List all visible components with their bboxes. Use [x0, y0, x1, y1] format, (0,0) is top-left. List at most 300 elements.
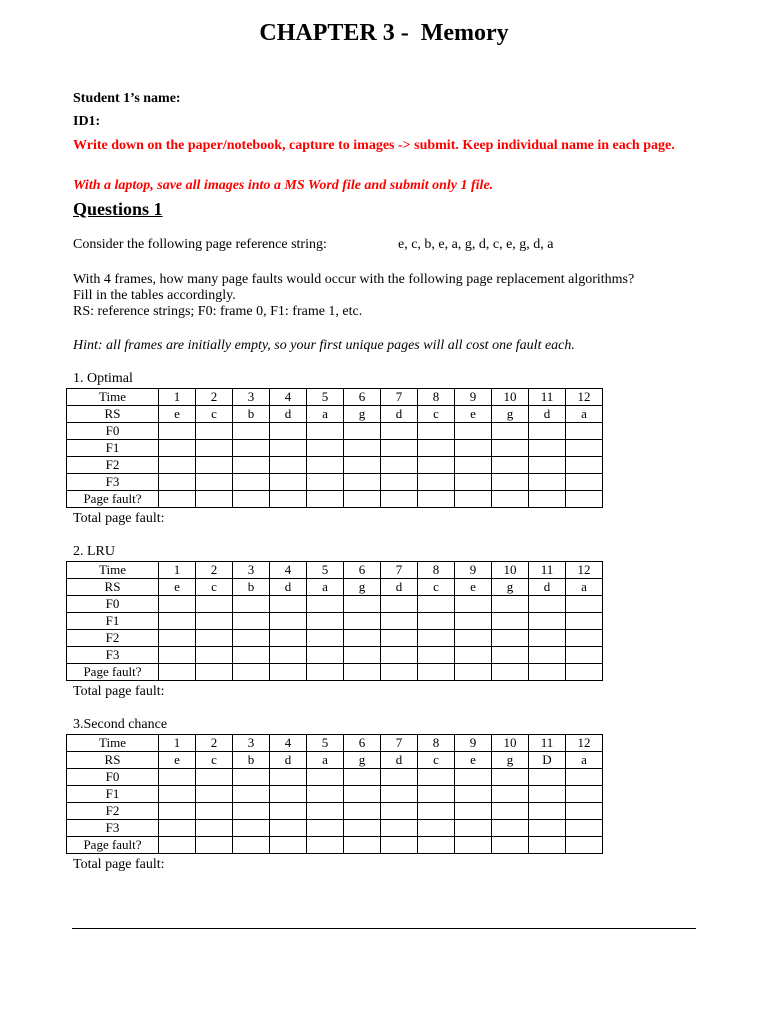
f3-cell[interactable]: [529, 820, 566, 837]
f0-cell[interactable]: [492, 769, 529, 786]
f2-cell[interactable]: [270, 803, 307, 820]
f3-cell[interactable]: [196, 820, 233, 837]
f1-cell[interactable]: [344, 613, 381, 630]
fault-cell[interactable]: [529, 837, 566, 854]
table-title-optimal: 1. Optimal: [73, 371, 133, 386]
time-cell: 12: [566, 735, 603, 752]
f2-cell[interactable]: [455, 457, 492, 474]
rs-cell: a: [566, 406, 603, 423]
f2-cell[interactable]: [344, 630, 381, 647]
time-cell: 1: [159, 562, 196, 579]
f1-cell[interactable]: [529, 613, 566, 630]
rs-cell: a: [566, 752, 603, 769]
fault-cell[interactable]: [529, 491, 566, 508]
rs-cell: D: [529, 752, 566, 769]
f3-cell[interactable]: [529, 474, 566, 491]
rs-cell: g: [344, 579, 381, 596]
f1-row: [67, 786, 603, 803]
time-cell: 7: [381, 735, 418, 752]
rs-cell: e: [159, 406, 196, 423]
time-cell: 9: [455, 389, 492, 406]
f2-label: F2: [67, 630, 159, 647]
fault-cell[interactable]: [159, 491, 196, 508]
f1-cell[interactable]: [418, 440, 455, 457]
f3-cell[interactable]: [455, 474, 492, 491]
fault-row: [67, 664, 603, 681]
lru-table: [66, 561, 603, 681]
rs-cell: a: [307, 752, 344, 769]
f1-cell[interactable]: [566, 786, 603, 803]
rs-cell: e: [159, 579, 196, 596]
fault-cell[interactable]: [344, 837, 381, 854]
f2-cell[interactable]: [455, 630, 492, 647]
fault-cell[interactable]: [270, 491, 307, 508]
f3-cell[interactable]: [344, 820, 381, 837]
total-fault-lru: Total page fault:: [73, 684, 165, 699]
f3-cell[interactable]: [529, 647, 566, 664]
f0-row: [67, 596, 603, 613]
f0-cell[interactable]: [344, 423, 381, 440]
f0-cell[interactable]: [307, 769, 344, 786]
reference-string: e, c, b, e, a, g, d, c, e, g, d, a: [398, 237, 554, 252]
f2-row: [67, 803, 603, 820]
time-cell: 10: [492, 562, 529, 579]
f2-cell[interactable]: [492, 630, 529, 647]
f0-cell[interactable]: [418, 596, 455, 613]
f3-cell[interactable]: [196, 474, 233, 491]
fault-cell[interactable]: [270, 837, 307, 854]
instruction-laptop: With a laptop, save all images into a MS Word file and submit only 1 file.: [73, 178, 494, 193]
f0-row: [67, 769, 603, 786]
fault-cell[interactable]: [270, 664, 307, 681]
rs-cell: b: [233, 579, 270, 596]
f3-cell[interactable]: [566, 820, 603, 837]
f1-cell[interactable]: [233, 613, 270, 630]
time-label: Time: [67, 389, 159, 406]
f0-cell[interactable]: [492, 596, 529, 613]
f3-cell[interactable]: [344, 647, 381, 664]
prompt-line-1: With 4 frames, how many page faults would occur with the following page replacement algorithms?: [73, 272, 635, 287]
f3-label: F3: [67, 647, 159, 664]
f0-cell[interactable]: [270, 423, 307, 440]
time-row: [67, 562, 603, 579]
f1-label: F1: [67, 786, 159, 803]
f1-cell[interactable]: [455, 786, 492, 803]
f3-cell[interactable]: [233, 647, 270, 664]
rs-cell: c: [196, 579, 233, 596]
f0-cell[interactable]: [307, 596, 344, 613]
bottom-divider: [72, 928, 696, 929]
fault-cell[interactable]: [566, 491, 603, 508]
f2-cell[interactable]: [492, 803, 529, 820]
rs-cell: c: [418, 579, 455, 596]
prompt-line-2: Fill in the tables accordingly.: [73, 288, 236, 303]
f1-cell[interactable]: [455, 613, 492, 630]
fault-cell[interactable]: [455, 837, 492, 854]
f3-cell[interactable]: [381, 647, 418, 664]
rs-cell: c: [196, 752, 233, 769]
fault-cell[interactable]: [381, 664, 418, 681]
f1-cell[interactable]: [344, 440, 381, 457]
f3-cell[interactable]: [344, 474, 381, 491]
time-cell: 5: [307, 389, 344, 406]
f2-cell[interactable]: [307, 803, 344, 820]
f3-cell[interactable]: [566, 474, 603, 491]
f0-cell[interactable]: [566, 769, 603, 786]
f3-label: F3: [67, 474, 159, 491]
f1-cell[interactable]: [307, 786, 344, 803]
f2-cell[interactable]: [529, 457, 566, 474]
f0-cell[interactable]: [233, 423, 270, 440]
f3-cell[interactable]: [270, 647, 307, 664]
f2-cell[interactable]: [307, 630, 344, 647]
f2-cell[interactable]: [196, 803, 233, 820]
time-cell: 9: [455, 562, 492, 579]
f3-cell[interactable]: [418, 647, 455, 664]
f3-cell[interactable]: [159, 647, 196, 664]
f2-cell[interactable]: [270, 457, 307, 474]
f1-cell[interactable]: [307, 440, 344, 457]
fault-cell[interactable]: [566, 837, 603, 854]
f3-row: [67, 647, 603, 664]
rs-cell: g: [492, 406, 529, 423]
f1-cell[interactable]: [159, 613, 196, 630]
f0-cell[interactable]: [455, 769, 492, 786]
rs-cell: d: [270, 752, 307, 769]
hint-text: Hint: all frames are initially empty, so your first unique pages will all cost one fault each.: [73, 338, 575, 353]
f3-cell[interactable]: [196, 647, 233, 664]
fault-cell[interactable]: [566, 664, 603, 681]
fault-cell[interactable]: [233, 491, 270, 508]
f0-cell[interactable]: [270, 769, 307, 786]
f3-row: [67, 820, 603, 837]
f0-cell[interactable]: [529, 769, 566, 786]
rs-cell: c: [418, 752, 455, 769]
f2-cell[interactable]: [344, 457, 381, 474]
time-cell: 10: [492, 735, 529, 752]
f2-cell[interactable]: [455, 803, 492, 820]
rs-cell: d: [270, 579, 307, 596]
f2-cell[interactable]: [418, 630, 455, 647]
f0-cell[interactable]: [418, 769, 455, 786]
f2-row: [67, 630, 603, 647]
fault-cell[interactable]: [381, 491, 418, 508]
f1-label: F1: [67, 440, 159, 457]
rs-row: [67, 752, 603, 769]
f0-cell[interactable]: [492, 423, 529, 440]
fault-label: Page fault?: [67, 837, 159, 854]
time-cell: 7: [381, 389, 418, 406]
f3-cell[interactable]: [307, 647, 344, 664]
f2-cell[interactable]: [381, 803, 418, 820]
f3-cell[interactable]: [270, 474, 307, 491]
fault-cell[interactable]: [418, 837, 455, 854]
f2-cell[interactable]: [233, 457, 270, 474]
rs-cell: g: [344, 752, 381, 769]
f0-cell[interactable]: [270, 596, 307, 613]
f1-cell[interactable]: [159, 786, 196, 803]
f1-cell[interactable]: [418, 786, 455, 803]
f1-cell[interactable]: [492, 786, 529, 803]
optimal-table: [66, 388, 603, 508]
f0-row: [67, 423, 603, 440]
f2-cell[interactable]: [196, 630, 233, 647]
table-title-second-chance: 3.Second chance: [73, 717, 168, 732]
f1-cell[interactable]: [270, 440, 307, 457]
rs-cell: c: [196, 406, 233, 423]
time-cell: 10: [492, 389, 529, 406]
time-cell: 11: [529, 735, 566, 752]
f0-cell[interactable]: [566, 596, 603, 613]
time-cell: 4: [270, 735, 307, 752]
f3-cell[interactable]: [159, 820, 196, 837]
f2-cell[interactable]: [159, 457, 196, 474]
rs-cell: a: [307, 406, 344, 423]
f1-cell[interactable]: [492, 613, 529, 630]
rs-cell: b: [233, 752, 270, 769]
fault-row: [67, 837, 603, 854]
fault-cell[interactable]: [233, 837, 270, 854]
f1-cell[interactable]: [196, 613, 233, 630]
rs-cell: d: [381, 752, 418, 769]
fault-cell[interactable]: [344, 491, 381, 508]
question-heading: Questions 1: [73, 199, 163, 219]
time-cell: 5: [307, 735, 344, 752]
f3-cell[interactable]: [492, 820, 529, 837]
fault-cell[interactable]: [307, 491, 344, 508]
page-title: CHAPTER 3 - Memory: [259, 20, 509, 46]
f3-cell[interactable]: [307, 474, 344, 491]
f1-cell[interactable]: [233, 440, 270, 457]
f2-cell[interactable]: [196, 457, 233, 474]
rs-label: RS: [67, 579, 159, 596]
f0-cell[interactable]: [196, 769, 233, 786]
f0-cell[interactable]: [418, 423, 455, 440]
f3-cell[interactable]: [270, 820, 307, 837]
fault-cell[interactable]: [455, 664, 492, 681]
f1-cell[interactable]: [270, 613, 307, 630]
fault-cell[interactable]: [492, 837, 529, 854]
f1-cell[interactable]: [344, 786, 381, 803]
fault-cell[interactable]: [344, 664, 381, 681]
f1-cell[interactable]: [455, 440, 492, 457]
fault-cell[interactable]: [455, 491, 492, 508]
time-cell: 6: [344, 562, 381, 579]
f3-cell[interactable]: [307, 820, 344, 837]
f1-cell[interactable]: [492, 440, 529, 457]
rs-label: RS: [67, 752, 159, 769]
time-cell: 8: [418, 562, 455, 579]
fault-cell[interactable]: [418, 664, 455, 681]
f2-cell[interactable]: [492, 457, 529, 474]
time-cell: 2: [196, 389, 233, 406]
f0-cell[interactable]: [344, 769, 381, 786]
rs-cell: a: [307, 579, 344, 596]
f3-cell[interactable]: [455, 647, 492, 664]
rs-row: [67, 579, 603, 596]
time-cell: 3: [233, 389, 270, 406]
student-name-label: Student 1’s name:: [73, 91, 181, 106]
f2-label: F2: [67, 457, 159, 474]
f3-cell[interactable]: [159, 474, 196, 491]
f2-cell[interactable]: [159, 803, 196, 820]
f1-cell[interactable]: [529, 786, 566, 803]
rs-label: RS: [67, 406, 159, 423]
f0-cell[interactable]: [455, 596, 492, 613]
fault-cell[interactable]: [418, 491, 455, 508]
f1-cell[interactable]: [381, 613, 418, 630]
time-cell: 8: [418, 389, 455, 406]
f1-cell[interactable]: [418, 613, 455, 630]
f3-cell[interactable]: [566, 647, 603, 664]
fault-label: Page fault?: [67, 491, 159, 508]
time-cell: 11: [529, 562, 566, 579]
fault-cell[interactable]: [233, 664, 270, 681]
rs-cell: e: [455, 752, 492, 769]
f3-cell[interactable]: [492, 474, 529, 491]
f1-cell[interactable]: [196, 786, 233, 803]
rs-cell: d: [381, 579, 418, 596]
f2-cell[interactable]: [529, 803, 566, 820]
fault-cell[interactable]: [307, 664, 344, 681]
f0-cell[interactable]: [196, 423, 233, 440]
f0-label: F0: [67, 596, 159, 613]
f0-cell[interactable]: [196, 596, 233, 613]
time-row: [67, 735, 603, 752]
f0-cell[interactable]: [233, 596, 270, 613]
f0-cell[interactable]: [159, 769, 196, 786]
fault-label: Page fault?: [67, 664, 159, 681]
f0-cell[interactable]: [159, 423, 196, 440]
f0-cell[interactable]: [566, 423, 603, 440]
rs-cell: d: [529, 579, 566, 596]
f1-cell[interactable]: [233, 786, 270, 803]
f2-cell[interactable]: [307, 457, 344, 474]
f1-cell[interactable]: [529, 440, 566, 457]
prompt-line-3: RS: reference strings; F0: frame 0, F1: frame 1, etc.: [73, 304, 363, 319]
f0-cell[interactable]: [381, 423, 418, 440]
f3-cell[interactable]: [381, 474, 418, 491]
f2-cell[interactable]: [233, 803, 270, 820]
fault-cell[interactable]: [307, 837, 344, 854]
f2-cell[interactable]: [418, 803, 455, 820]
f1-row: [67, 440, 603, 457]
f1-cell[interactable]: [270, 786, 307, 803]
f1-cell[interactable]: [196, 440, 233, 457]
f0-label: F0: [67, 769, 159, 786]
instruction-submit: Write down on the paper/notebook, capture to images -> submit. Keep individual name in each page.: [73, 138, 675, 153]
student-id-label: ID1:: [73, 114, 101, 129]
total-fault-second-chance: Total page fault:: [73, 857, 165, 872]
f3-cell[interactable]: [492, 647, 529, 664]
time-cell: 4: [270, 562, 307, 579]
f1-cell[interactable]: [381, 786, 418, 803]
rs-cell: e: [455, 579, 492, 596]
f2-cell[interactable]: [270, 630, 307, 647]
f1-cell[interactable]: [381, 440, 418, 457]
fault-cell[interactable]: [159, 837, 196, 854]
time-cell: 3: [233, 562, 270, 579]
rs-cell: b: [233, 406, 270, 423]
fault-cell[interactable]: [492, 664, 529, 681]
f3-cell[interactable]: [233, 474, 270, 491]
f3-cell[interactable]: [455, 820, 492, 837]
rs-cell: e: [455, 406, 492, 423]
time-cell: 2: [196, 735, 233, 752]
rs-cell: e: [159, 752, 196, 769]
fault-cell[interactable]: [381, 837, 418, 854]
time-cell: 6: [344, 389, 381, 406]
time-cell: 1: [159, 735, 196, 752]
f3-cell[interactable]: [418, 820, 455, 837]
second-chance-table: [66, 734, 603, 854]
f0-cell[interactable]: [529, 423, 566, 440]
f0-cell[interactable]: [455, 423, 492, 440]
rs-row: [67, 406, 603, 423]
f3-label: F3: [67, 820, 159, 837]
f2-label: F2: [67, 803, 159, 820]
time-cell: 1: [159, 389, 196, 406]
f1-cell[interactable]: [566, 613, 603, 630]
rs-cell: c: [418, 406, 455, 423]
f3-cell[interactable]: [381, 820, 418, 837]
time-cell: 9: [455, 735, 492, 752]
f2-cell[interactable]: [529, 630, 566, 647]
table-title-lru: 2. LRU: [73, 544, 115, 559]
f2-cell[interactable]: [344, 803, 381, 820]
time-cell: 11: [529, 389, 566, 406]
f1-label: F1: [67, 613, 159, 630]
f0-cell[interactable]: [344, 596, 381, 613]
fault-cell[interactable]: [196, 837, 233, 854]
f2-cell[interactable]: [381, 630, 418, 647]
fault-cell[interactable]: [529, 664, 566, 681]
f0-cell[interactable]: [381, 596, 418, 613]
total-fault-optimal: Total page fault:: [73, 511, 165, 526]
f0-cell[interactable]: [307, 423, 344, 440]
f1-cell[interactable]: [159, 440, 196, 457]
f2-cell[interactable]: [381, 457, 418, 474]
fault-cell[interactable]: [492, 491, 529, 508]
f3-cell[interactable]: [233, 820, 270, 837]
f1-cell[interactable]: [566, 440, 603, 457]
f1-cell[interactable]: [307, 613, 344, 630]
f1-row: [67, 613, 603, 630]
time-cell: 6: [344, 735, 381, 752]
f2-cell[interactable]: [233, 630, 270, 647]
f2-cell[interactable]: [566, 803, 603, 820]
f0-cell[interactable]: [381, 769, 418, 786]
rs-cell: a: [566, 579, 603, 596]
rs-cell: d: [381, 406, 418, 423]
reference-intro: Consider the following page reference string:: [73, 237, 327, 252]
fault-cell[interactable]: [196, 491, 233, 508]
f0-cell[interactable]: [233, 769, 270, 786]
rs-cell: g: [492, 579, 529, 596]
f2-row: [67, 457, 603, 474]
f2-cell[interactable]: [159, 630, 196, 647]
f3-cell[interactable]: [418, 474, 455, 491]
f2-cell[interactable]: [566, 630, 603, 647]
f0-cell[interactable]: [529, 596, 566, 613]
fault-cell[interactable]: [159, 664, 196, 681]
time-cell: 2: [196, 562, 233, 579]
time-cell: 8: [418, 735, 455, 752]
f0-cell[interactable]: [159, 596, 196, 613]
f2-cell[interactable]: [566, 457, 603, 474]
fault-cell[interactable]: [196, 664, 233, 681]
f2-cell[interactable]: [418, 457, 455, 474]
